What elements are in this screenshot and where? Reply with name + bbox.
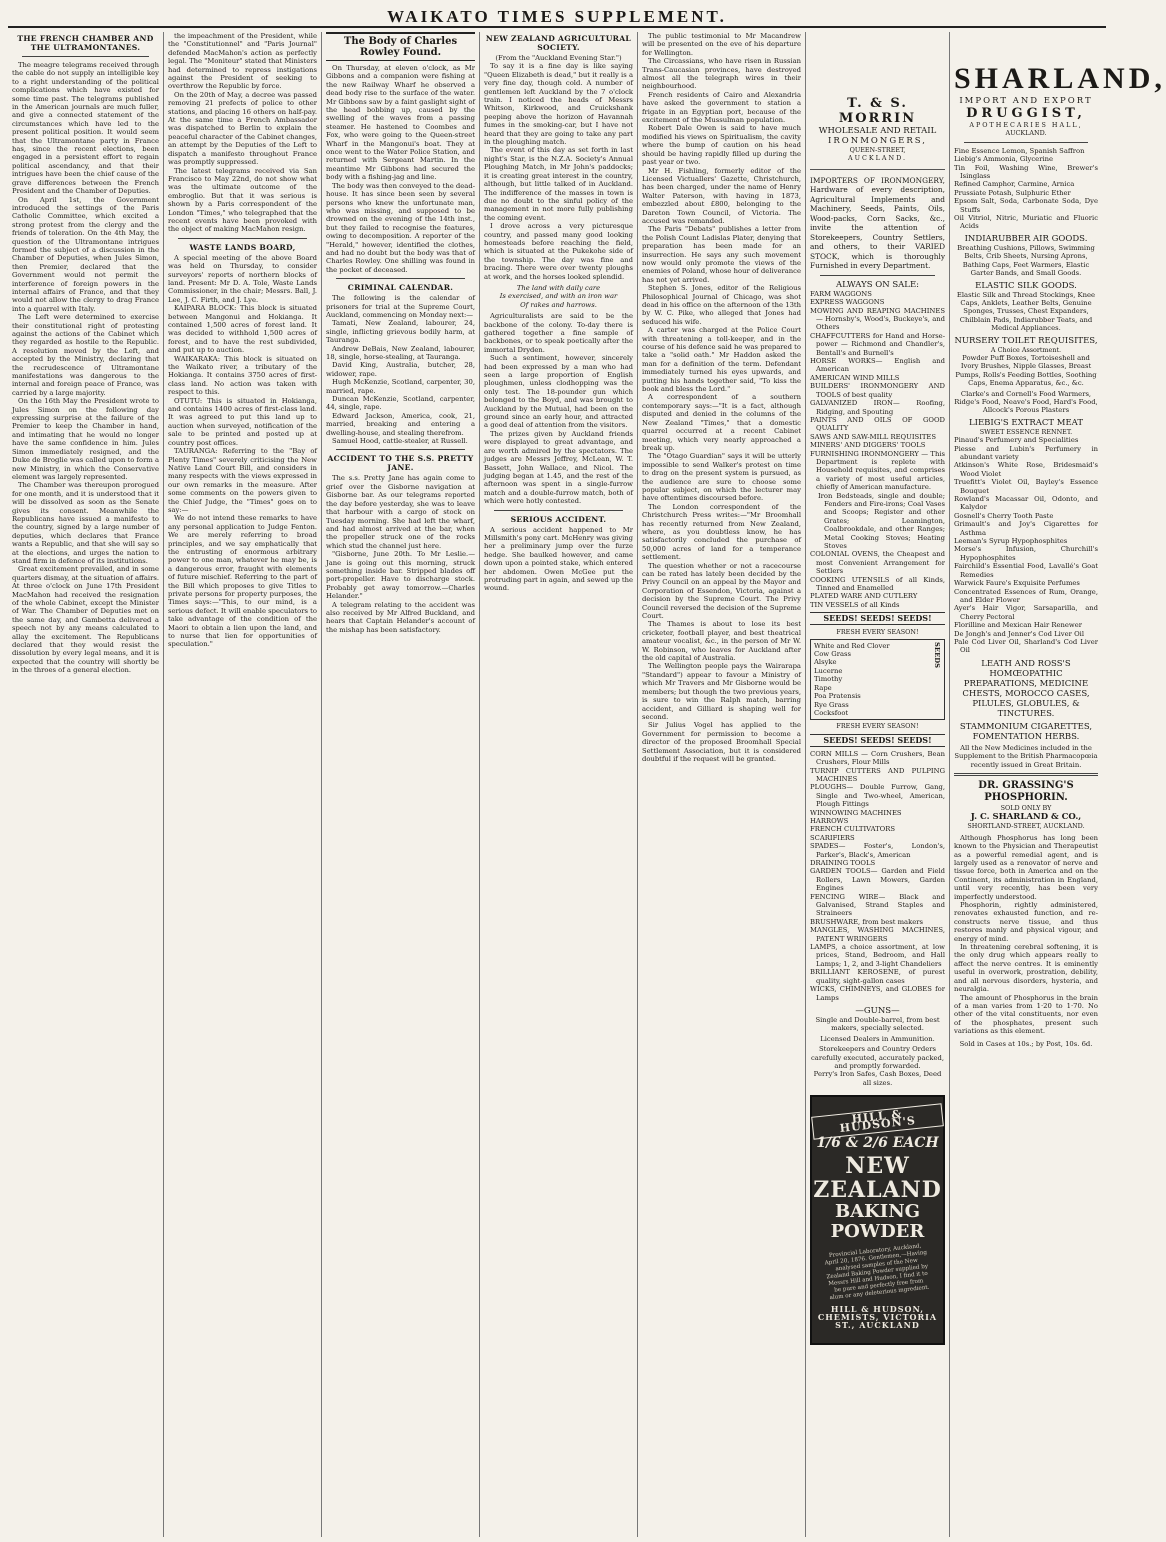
sale-list: [810, 290, 945, 609]
product-item: Oil Vitriol, Nitric, Muriatic and Fluoric Acids: [954, 214, 1098, 231]
sale-item: Iron Bedsteads, single and double; Fenders and Fire-irons; Coal Vases and Scoops; Register and other Grates; Leamington, Coalbrookdale, and other Ranges; Metal Cooking Stoves; Heating Stoves: [818, 491, 945, 550]
verse-line: Of rakes and harrows.: [520, 300, 597, 309]
seed-item: Rape: [814, 683, 832, 692]
machine-item: WICKS, CHIMNEYS, and GLOBES for Lamps: [810, 985, 945, 1002]
sale-item: FARM WAGGONS: [810, 289, 872, 298]
seed-item: White and Red Clover: [814, 641, 890, 650]
article-headline: NEW ZEALAND AGRICULTURAL SOCIETY.: [485, 34, 632, 52]
article-headline: CRIMINAL CALENDAR.: [347, 283, 454, 293]
fresh-every-season: FRESH EVERY SEASON!: [836, 628, 919, 637]
phosphorin-paragraph: Although Phosphorus has long been known to the Physician and Therapeutist as a powerful remedial agent, and is largely used as a renovator of nerve and tissue force, both in America and on the Continent, its administration in England, until very recently, has been very imperfectly understood.: [954, 833, 1098, 901]
section-sub: SWEET ESSENCE RENNET.: [979, 427, 1073, 436]
seeds-banner: SEEDS! SEEDS! SEEDS!: [810, 734, 945, 747]
machine-item: SCARIFIERS: [810, 833, 855, 842]
section-text: Powder Puff Boxes, Tortoiseshell and Ivory Brushes, Nipple Glasses, Breast Pumps, Rolls's Feeding Bottles, Soothing Caps, Enema Apparatus, &c., &c.: [955, 353, 1097, 388]
sharland-title: SHARLAND,: [954, 62, 1166, 95]
column-4: [480, 32, 638, 1537]
morrin-ad: [810, 92, 945, 170]
article-paragraph: The event of this day as set forth in last night's Star, is the N.Z.A. Society's Annual Ploughing Match, in Mr John's paddocks; it is creating great interest in the country, although, but little talked of in Auckland. The indifference of the masses in town is due no doubt to the sinful policy of the management in not more fully publishing the coming event.: [484, 146, 633, 222]
column-1: [8, 32, 164, 1537]
article-paragraph: The latest telegrams received via San Francisco to May 22nd, do not show what was the ultimate outcome of the embroglio. But that it was serious is shown by a Paris correspondent of the London "Times," who telegraphed that the recent events have been provoked with the object of making MacMahon resign.: [168, 166, 317, 234]
article-paragraph: The public testimonial to Mr Macandrew will be presented on the eve of his departure for Wellington.: [642, 32, 801, 57]
article-paragraph: We do not intend these remarks to have any personal application to Judge Fenton. We are merely referring to broad principles, and we say emphatically that the entrusting of enormous arbitrary power to one man, whatever he may be, is a dangerous error, fraught with elements of future mischief. Referring to the part of the Bill which proposes to give Titles to private persons for property purposes, the Times says:—"This, to our mind, is a serious defect. It will enable speculators to take advantage of the condition of the Maori to obtain a lien upon the land, and to nurse that lien for opportunities of speculation.": [168, 514, 317, 649]
machine-item: MANGLES, WASHING MACHINES, PATENT WRINGERS: [810, 926, 945, 943]
verse-line: The land with daily care: [516, 283, 601, 292]
article-paragraph: Andrew DeBais, New Zealand, labourer, 18, single, horse-stealing, at Tauranga.: [326, 344, 475, 361]
article-paragraph: Stephen S. Jones, editor of the Religious Philosophical Journal of Chicago, was shot dead in his office on the afternoon of the 13th by W. C. Pike, who alleged that Jones had seduced his wife.: [642, 284, 801, 326]
article-paragraph: The Paris "Debats" publishes a letter from the Polish Count Ladislas Plater, denying that preparation has been made for an insurrection. He says any such movement now would only promote the views of the enemies of Poland, whose hour of deliverance has not yet arrived.: [642, 225, 801, 284]
sale-item: FURNISHING IRONMONGERY — This Department is replete with Household requisites, and comprises a variety of most useful articles, chiefly of American manufacture.: [810, 449, 945, 492]
product-item: Pinaud's Perfumery and Specialities: [954, 436, 1079, 445]
sale-item: CHAFFCUTTERS for Hand and Horse-power — Richmond and Chandler's, Bentall's and Burnell's: [810, 331, 945, 357]
licensed-dealers: Licensed Dealers in Ammunition.: [820, 1034, 935, 1043]
morrin-line: IRONMONGERS,: [828, 136, 927, 146]
article-paragraph: Sir Julius Vogel has applied to the Government for permission to become a director of the proposed Broomhall Special Settlement Association, but it is considered doubtful if the request will be granted.: [642, 721, 801, 763]
product-item: Truefitt's Violet Oil, Bayley's Essence Bouquet: [954, 478, 1098, 495]
article-paragraph: The following is the calendar of prisoners for trial at the Supreme Court, Auckland, commencing on Monday next:—: [326, 294, 475, 319]
sale-item: BUILDERS' IRONMONGERY AND TOOLS of best quality: [810, 382, 945, 399]
article-paragraph: Agriculturalists are said to be the backbone of the colony. To-day there is gathered together a fine sample of backbones, or to speak poetically after the immortal Dryden.: [484, 312, 633, 354]
phosphorin-paragraph: The amount of Phosphorus in the brain of a man varies from 1·20 to 1·70. No other of the vital constituents, nor even of the phosphates, present such variations as this element.: [954, 993, 1098, 1036]
seeds-list: [814, 642, 933, 718]
article-paragraph: A special meeting of the above Board was held on Thursday, to consider surveyors' reports of northern blocks of land. Present: Mr D. A. Tole, Waste Lands Commissioner, in the chair; Messrs. Ball, J. Lee, J. C. Firth, and J. Lye.: [168, 253, 317, 304]
seed-item: Lucerne: [814, 666, 843, 675]
machine-item: LAMPS, a choice assortment, at low prices, Stand, Bedroom, and Hall Lamps; 1, 2, and 3-light Chandeliers: [810, 943, 945, 968]
divider: [954, 773, 1098, 776]
article-paragraph: Edward Jackson, America, cook, 21, married, breaking and entering a dwelling-house, and stealing therefrom.: [326, 411, 475, 437]
baking-maker: HILL & HUDSON, CHEMISTS, VICTORIA ST., AUCKLAND: [817, 1303, 938, 1331]
guns-text: Single and Double-barrel, from best makers, specially selected.: [815, 1015, 940, 1033]
sale-item: MINERS' AND DIGGERS' TOOLS: [810, 441, 926, 450]
article-paragraph: On the 20th of May, a decree was passed removing 21 prefects of police to other stations, and placing 16 others on half-pay. At the same time a French Ambassador was dispatched to Berlin to explain the peaceful character of the Cabinet changes, an attempt by the Deputies of the Left to dispatch a manifesto throughout France was promptly suppressed.: [168, 90, 317, 167]
sale-item: COLONIAL OVENS, the Cheapest and most Convenient Arrangement for Settlers: [810, 550, 945, 576]
column-6-advertisements: [806, 32, 950, 1537]
section-heading: LIEBIG'S EXTRACT MEAT: [968, 417, 1084, 428]
article-paragraph: Such a sentiment, however, sincerely had been expressed by a man who had seen a large proportion of English ploughmen, unless clodhopping was the only test. The 18-pounder gun which belonged to the Boyd, and was brought to Auckland by the Mutual, had been on the ground since an early hour, and attracted a good deal of attention from the visitors.: [484, 354, 633, 430]
article-paragraph: A telegram relating to the accident was also received by Mr Alfred Buckland, and hears that Captain Helander's account of the mishap has been satisfactory.: [326, 600, 475, 634]
article-paragraph: A carter was charged at the Police Court with threatening a toll-keeper, and in the course of his defence said he was prepared to take a "solid oath." Mr Haddon asked the man for a definition of the term. Defendant immediately turned his eyes upwards, and putting his hands together said, "To kiss the book and bless the Lord.": [642, 326, 801, 394]
column-3: [322, 32, 480, 1537]
column-2: [164, 32, 322, 1537]
morrin-line: AUCKLAND.: [847, 154, 908, 163]
article-headline: The Body of Charles Rowley Found.: [326, 32, 475, 61]
product-item: Concentrated Essences of Rum, Orange, and Elder Flower: [954, 587, 1098, 604]
section-text: Breathing Cushions, Pillows, Swimming Belts, Crib Sheets, Nursing Aprons, Bathing Caps, Feet Warmers, Elastic Garter Bands, and Small Goods.: [957, 243, 1095, 278]
product-item: Florilline and Mexican Hair Renewer: [954, 621, 1083, 630]
article-paragraph: On April 1st, the Government introduced the settings of the Paris Catholic Committee, which excited a strong protest from the clergy and the friends of toleration. On the 4th May, the question of the Ultramontane intrigues formed the subject of a discussion in the Chamber of Deputies, when Jules Simon, then Premier, declared that the Government would not permit the interference of foreign powers in the internal affairs of France, and that they would not allow the clergy to drag France into a quarrel with Italy.: [12, 195, 159, 313]
seed-item: Cow Grass: [814, 650, 851, 659]
machine-item: FRENCH CULTIVATORS: [810, 825, 896, 834]
machine-item: BRUSHWARE, from best makers: [810, 917, 923, 926]
product-item: Gosnell's Cherry Tooth Paste: [954, 511, 1054, 520]
article-paragraph: The question whether or not a racecourse can be rated has lately been decided by the Privy Council on an appeal by the Mayor and Corporation of Essendon, Victoria, against a decision by the Supreme Court. The Privy Council reversed the decision of the Supreme Court.: [642, 561, 801, 621]
verse-quote: [484, 284, 633, 309]
sharland-company: J. C. SHARLAND & CO.,: [970, 812, 1082, 823]
phosphorin-title: DR. GRASSING'S PHOSPHORIN.: [978, 779, 1074, 803]
seed-item: Alsyke: [814, 658, 837, 667]
machine-item: PLOUGHS— Double Furrow, Gang, Single and Two-wheel, American, Plough Fittings: [810, 783, 945, 809]
product-item: Fine Essence Lemon, Spanish Saffron: [954, 146, 1085, 155]
article-paragraph: The "Otago Guardian" says it will be utterly impossible to send Walker's protest on time to drag on the present system is pursued, as the audience are sure to choose some popular subject, on which the lecturer may have oftentimes discoursed before.: [642, 452, 801, 503]
seeds-box: [810, 639, 945, 721]
divider: [178, 238, 307, 239]
article-paragraph: On Thursday, at eleven o'clock, as Mr Gibbons and a companion were fishing at the new Railway Wharf he observed a dead body rise to the surface of the water. Mr Gibbons saw by a faint gaslight sight of the head bobbing up, caused by the swelling of the waves from a passing steamer. He hastened to Coombes and Fox, who were going to the Queen-street Wharf in the Mangonui's boat. They at once went to the Water Police Station, and returned with Sergeant Martin. In the meantime Mr Gibbons had secured the body with a fishing-jag and line.: [326, 64, 475, 182]
divider: [336, 278, 465, 279]
article-paragraph: The Chamber was thereupon prorogued for one month, and it is understood that it will be dissolved as soon as the Senate gives its consent. Meanwhile the Republicans have issued a manifesto to the country, signed by a large number of deputies, which declares that France wants a Republic, and that she will say so at the elections, and urges the nation to stand firm in defence of its institutions.: [12, 481, 159, 565]
baking-testimonial: Provincial Laboratory, Auckland, April 20, 1876. Gentlemen,—Having analysed samples of the New Zealand Baking Powder supplied by Messrs Hill and Hudson, I find it to be pure and perfectly free from alum or any deleterious ingredient.: [824, 1242, 930, 1301]
fresh-every-season: FRESH EVERY SEASON!: [836, 722, 919, 731]
sale-item: PAINTS AND OILS OF GOOD QUALITY: [810, 415, 945, 433]
article-headline: THE FRENCH CHAMBER AND THE ULTRAMONTANES.: [17, 34, 154, 52]
product-item: Morse's Infusion, Churchill's Hypophosphites: [954, 545, 1098, 562]
section-heading: INDIARUBBER AIR GOODS.: [964, 233, 1088, 244]
article-paragraph: The Thames is about to lose its best cricketer, football player, and best theatrical amateur vocalist, &c., in the person of Mr W. W. Robinson, who leaves for Auckland after the old capital of Australia.: [642, 620, 801, 663]
sale-item: GALVANIZED IRON— Roofing, Ridging, and Spouting: [810, 399, 945, 416]
sale-item: AMERICAN WIND MILLS: [810, 373, 900, 382]
article-paragraph: Duncan McKenzie, Scotland, carpenter, 44, single, rape.: [326, 395, 475, 412]
safes-text: Perry's Iron Safes, Cash Boxes, Deed all sizes.: [813, 1070, 942, 1087]
divider: [494, 510, 623, 511]
product-item: Prussiate Potash, Sulphuric Ether: [954, 188, 1071, 197]
article-paragraph: To say it is a fine day is like saying "Queen Elizabeth is dead," but it really is a very fine day, though cold. A number of gentlemen left Auckland by the 7 o'clock train. I noticed the heads of Messrs Whitson, Kirkwood, and Cruickshank peeping above the horizon of Havannah fumes in the smoking-car, but I have not heard that they are going to take any part in the ploughing match.: [484, 62, 633, 147]
section-heading: ELASTIC SILK GOODS.: [975, 280, 1077, 291]
article-paragraph: The Circassians, who have risen in Russian Trans-Caucasian provinces, have destroyed almost all the telegraph wires in their neighbourhood.: [642, 57, 801, 91]
seed-item: Cocksfoot: [814, 708, 849, 717]
article-paragraph: On the 16th May the President wrote to Jules Simon on the following day expressing surprise at the failure of the Premier to keep the Chamber in hand, and intimating that he would no longer have the same confidence in him. Jules Simon immediately resigned, and the Duke de Broglie was called upon to form a new Ministry, in which the Conservative element was largely represented.: [12, 397, 159, 481]
article-headline: ACCIDENT TO THE S.S. PRETTY JANE.: [327, 454, 474, 473]
product-item: Piesse and Lubin's Perfumery in abundant variety: [954, 444, 1098, 461]
seeds-banner: SEEDS! SEEDS! SEEDS!: [810, 612, 945, 625]
sale-item: EXPRESS WAGGONS: [810, 298, 885, 307]
article-paragraph: A serious accident happened to Mr Millsmith's pony cart. McHenry was giving her a preliminary jump over the furze hedge. She baulked however, and came down upon a pointed stake, which entered her abdomen. Owen McGee put the protruding part in again, and sewed up the wound.: [484, 525, 633, 593]
product-item: Grimault's and Joy's Cigarettes for Asthma: [954, 520, 1098, 537]
article-paragraph: Great excitement prevailed, and in some quarters dismay, at the situation of affairs. At three o'clock on June 17th President MacMahon had received the resignation of the whole Cabinet, except the Minister of War. The Chamber of Deputies met on the same day, and Gambetta delivered a speech not by any means calculated to allay the excitement. The Republicans declared that they would resist the dissolution by every legal means, and it is expected that the country will shortly be in the throes of a general election.: [12, 565, 159, 675]
column-5: [638, 32, 806, 1537]
seed-item: Poa Pratensis: [814, 692, 861, 701]
masthead: WAIKATO TIMES SUPPLEMENT.: [8, 6, 1106, 28]
section-text: Elastic Silk and Thread Stockings, Knee Caps, Anklets, Leather Belts, Genuine Sponges, Trusses, Chest Expanders, Chilblain Pads, Indiarubber Teats, and Medical Appliances.: [956, 290, 1096, 333]
baking-powder-ad: [810, 1095, 945, 1345]
baking-title: NEW ZEALAND: [813, 1152, 942, 1203]
article-paragraph: Robert Dale Owen is said to have much modified his views on Spiritualism, the cavity where the bump of caution on his head should be having rapidly filled up during the past year or two.: [642, 124, 801, 167]
sale-item: PLATED WARE AND CUTLERY: [810, 592, 918, 601]
product-item: Epsom Salt, Soda, Carbonate Soda, Dye Stuffs: [954, 197, 1098, 214]
article-paragraph: the impeachment of the President, while the "Constitutionnel" and "Paris Journal" defended MacMahon's action as perfectly legal. The "Moniteur" stated that Ministers had determined to repress instigations against the President of seeking to overthrow the Republic by force.: [168, 32, 317, 91]
article-paragraph: The body was then conveyed to the dead-house. It has since been seen by several persons who knew the unfortunate man, who was missing, and supposed to be drowned on the evening of the 14th inst., but they failed to recognise the features, owing to decomposition. A reporter of the "Herald," however, identified the clothes, and had no doubt but the body was that of Charles Rowley. One shilling was found in the pocket of deceased.: [326, 181, 475, 274]
product-item: Liebig's Ammonia, Glycerine: [954, 155, 1054, 164]
article-paragraph: Hugh McKenzie, Scotland, carpenter, 30, married, rape.: [326, 378, 475, 395]
sale-item: TIN VESSELS of all Kinds: [810, 600, 900, 609]
divider: [964, 142, 1088, 143]
column-7-advertisements: [950, 32, 1166, 1537]
divider: [820, 275, 935, 276]
machine-item: SPADES— Foster's, London's, Parker's, Black's, American: [810, 842, 945, 859]
article-paragraph: "Gisborne, June 20th. To Mr Leslie.—Jane is going out this morning, struck something inside bar. Stripped blades off port-propeller. Have to discharge stock. Probably get away tomorrow.—Charles Helander.": [326, 550, 475, 601]
sharland-items-2: [954, 436, 1098, 655]
morrin-line: QUEEN-STREET,: [849, 146, 906, 154]
article-paragraph: The Left were determined to exercise their constitutional right of protesting against the actions of the Cabinet which they regarded as hostile to the Republic. A resolution moved by the Left, and accepted by the Ministry, declaring that the recrudescence of Ultramontane manifestations was dangerous to the internal and foreign peace of France, was carried by a large majority.: [12, 313, 159, 397]
product-item: Leeman's Syrup Hypophosphites: [954, 537, 1068, 546]
article-paragraph: Mr H. Fishling, formerly editor of the Licensed Victuallers' Gazette, Christchurch, has been charged, under the name of Henry Walter Paterson, with having in 1873, embezzled about £800, belonging to the Dareton Town Council, of Victoria. The accused was remanded.: [642, 166, 801, 225]
article-paragraph: Tamati, New Zealand, labourer, 24, single, inflicting grievous bodily harm, at Tauranga.: [326, 319, 475, 345]
machine-item: FENCING WIRE— Black and Galvanised, Strand Staples and Straineers: [810, 892, 945, 918]
baking-price: 1/6 & 2/6 EACH: [816, 1135, 939, 1152]
sharland-items: [954, 147, 1098, 231]
sharland-sub: IMPORT AND EXPORT: [959, 96, 1093, 106]
baking-brand: HILL & HUDSON'S: [811, 1104, 944, 1140]
article-paragraph: OTUTU: This is situated in Hokianga, and contains 1400 acres of first-class land. It was agreed to put this land up to auction when surveyed, notification of the sale to be printed and posted up at country post offices.: [168, 396, 317, 447]
sale-item: COOKING UTENSILS of all Kinds, Tinned and Enamelled: [810, 575, 945, 593]
article-paragraph: I drove across a very picturesque country, and passed many good looking homesteads before reaching the field, which is situated at the Pukekohe side of the township. The day was fine and bracing. There were over twenty ploughs at work, and the horses looked splendid.: [484, 222, 633, 281]
section-sub: A Choice Assortment.: [990, 345, 1062, 354]
stramonium-heading: STAMMONIUM CIGARETTES, FOMENTATION HERBS.: [959, 721, 1093, 742]
shortland-street: SHORTLAND-STREET, AUCKLAND.: [967, 822, 1085, 831]
article-paragraph: A correspondent of a southern contemporary says:—"It is a fact, although disputed and denied in the columns of the New Zealand "Times," that a domestic quarrel occurred at a recent Cabinet meeting, which very nearly approached a break up.: [642, 393, 801, 452]
article-paragraph: The meagre telegrams received through the cable do not supply an intelligible key to a right understanding of the political complications which have existed for some time past. The telegrams published in the American journals are much fuller, and give a connected statement of the circumstances which have led to the present political position. It would seem that the Ultramontane party in France has, since the recent elections, been engaged in a persistent effort to regain political ascendancy, and that their intrigues have been the chief cause of the grave differences between the French President and the Chamber of Deputies.: [12, 61, 159, 196]
product-item: Warwick Faure's Exquisite Perfumes: [954, 579, 1080, 588]
importers-text: IMPORTERS OF IRONMONGERY, Hardware of every description, Agricultural Implements and Machinery, Seeds, Paints, Oils, Wood-packs, Corn Sacks, &c., invite the attention of Storekeepers, Country Settlers, and others, to their VARIED STOCK, which is thoroughly Furnished in every Department.: [810, 175, 945, 271]
always-on-sale: ALWAYS ON SALE:: [835, 279, 920, 290]
homeopathic-heading: LEATH AND ROSS'S HOMŒOPATHIC PREPARATIONS, MEDICINE CHESTS, MOROCCO CASES, PILULES, GLOBULES, & TINCTURES.: [962, 658, 1090, 719]
machines-list: [810, 750, 945, 1002]
machine-item: GARDEN TOOLS— Garden and Field Rollers, Lawn Mowers, Garden Engines: [810, 867, 945, 893]
article-paragraph: French residents of Cairo and Alexandria have asked the government to station a frigate in an Egyptian port, because of the excitement of the Mussulman population.: [642, 90, 801, 125]
divider: [22, 56, 149, 57]
columns: [8, 32, 1166, 1537]
seed-item: Timothy: [814, 675, 843, 684]
seed-item: Rye Grass: [814, 700, 849, 709]
product-item: Rowland's Macassar Oil, Odonto, and Kalydor: [954, 495, 1098, 512]
sold-only-by: SOLD ONLY BY: [1000, 803, 1052, 812]
sharland-sub: APOTHECARIES HALL,: [969, 121, 1083, 129]
phosphorin-paragraph: In threatening cerebral softening, it is the only drug which appears really to affect the nerve centres. It is eminently useful in overwork, prostration, debility, and all nervous disorders, hysteria, and neuralgia.: [954, 943, 1098, 994]
sale-item: HORSE WORKS— English and American: [810, 357, 945, 374]
sale-item: SAWS AND SAW-MILL REQUISITES: [810, 432, 937, 441]
product-item: Pale Cod Liver Oil, Sharland's Cod Liver Oil: [954, 637, 1098, 655]
guns-banner: —GUNS—: [855, 1005, 900, 1016]
article-paragraph: The London correspondent of the Christchurch Press writes:—"Mr Broomhall has recently returned from New Zealand, where, as you doubtless know, he has satisfactorily concluded the purchase of 50,000 acres of land for a temperance settlement.: [642, 502, 801, 562]
article-headline: SERIOUS ACCIDENT.: [510, 514, 607, 524]
baking-title: BAKING POWDER: [830, 1200, 925, 1242]
new-medicines-text: All the New Medicines included in the Supplement to the British Pharmacopœia recently issued in Great Britain.: [954, 743, 1098, 769]
machine-item: HARROWS: [810, 816, 849, 825]
morrin-line: WHOLESALE AND RETAIL: [818, 126, 937, 136]
product-item: Ayer's Hair Vigor, Sarsaparilla, and Cherry Pectoral: [954, 604, 1098, 621]
article-paragraph: The s.s. Pretty Jane has again come to grief over the Gisborne navigation at Gisborne bar. As our telegrams reported the day before yesterday, she was to leave that harbour with a cargo of stock on Tuesday morning. She had left the wharf, and had almost arrived at the bar, when the propeller struck one of the rocks which stud the channel just here.: [326, 474, 475, 550]
orders-text: Storekeepers and Country Orders carefully executed, accurately packed, and promptly forwarded.: [811, 1045, 944, 1070]
section-heading: NURSERY TOILET REQUISITES,: [954, 335, 1098, 346]
article-paragraph: Samuel Hood, cattle-stealer, at Russell.: [332, 437, 468, 446]
article-subline: (From the "Auckland Evening Star."): [495, 54, 622, 62]
verse-line: Is exercised, and with an iron war: [499, 292, 618, 301]
divider: [336, 449, 465, 450]
product-item: Atkinson's White Rose, Bridesmaid's Wood Violet: [954, 461, 1098, 478]
machine-item: WINNOWING MACHINES: [810, 808, 902, 817]
sale-item: MOWING AND REAPING MACHINES— Hornsby's, Wood's, Buckeye's, and Others: [810, 306, 945, 332]
product-item: Fairchild's Essential Food, Lavallé's Goat Remedies: [954, 562, 1098, 579]
article-paragraph: The Wellington people pays the Wairarapa "Standard") appear to favour a Ministry of which Mr Travers and Mr Gisborne would be members; but though the two previous years, is sure to win the Ralph match, barring accident, and Gilliard is shaping well for second.: [642, 662, 801, 721]
article-paragraph: KAIPARA BLOCK: This block is situated between Mangonui and Hokianga. It contained 1,500 acres of forest land. It was decided to withhold 1,500 acres of forest, and to have the rest subdivided, and put up to auction.: [168, 304, 317, 355]
machine-item: DRAINING TOOLS: [810, 859, 876, 867]
product-item: De Jongh's and Jenner's Cod Liver Oil: [954, 629, 1084, 638]
article-paragraph: TAURANGA: Referring to the "Bay of Plenty Times" severely criticising the New Native Land Court Bill, and considers in many respects with the views expressed in our own remarks in the measure. After some comments on the powers given to the Chief Judge, the "Times" goes on to say:—: [168, 447, 317, 514]
sharland-sub: AUCKLAND.: [1005, 129, 1047, 138]
phosphorin-paragraph: Phosphorin, rightly administered, renovates exhausted function, and re-constructs nerve tissue, and thus restores manly and physical vigour, and energy of mind.: [954, 901, 1098, 943]
article-paragraph: David King, Australia, butcher, 28, widower, rape.: [326, 361, 475, 378]
product-item: Refined Camphor, Carmine, Arnica: [954, 180, 1075, 189]
sold-cases: Sold in Cases at 10s.; by Post, 10s. 6d.: [959, 1039, 1093, 1048]
seeds-side-label: SEEDS: [933, 641, 941, 668]
article-paragraph: The prizes given by Auckland friends were displayed to great advantage, and are worth admired by the spectators. The judges are Messrs Jeffrey, McLean, W. T. Bassett, John Wallace, and Nicol. The judging began at 1.45, and the rest of the afternoon was spent in a single-furrow match and a double-furrow match, both of which were hotly contested.: [484, 429, 633, 506]
morrin-name: T. & S. MORRIN: [838, 96, 917, 126]
product-item: Tin Foil, Washing Wine, Brewer's Isinglass: [954, 163, 1098, 181]
section-text: Clarke's and Cornell's Food Warmers, Ridge's Food, Neave's Food, Hard's Food, Allcock's Porous Plasters: [954, 389, 1098, 415]
machine-item: TURNIP CUTTERS AND PULPING MACHINES: [810, 766, 945, 783]
machine-item: CORN MILLS — Corn Crushers, Bean Crushers, Flour Mills: [810, 749, 945, 767]
article-paragraph: WAIKARAKA: This block is situated on the Waikato river, a tributary of the Hokianga. It contains 3750 acres of first-class land. No action was taken with respect to this.: [168, 354, 317, 397]
sharland-sub: DRUGGIST,: [966, 106, 1086, 121]
machine-item: BRILLIANT KEROSENE, of purest quality, sight-gallon cases: [810, 968, 945, 985]
article-headline: WASTE LANDS BOARD,: [189, 242, 296, 252]
